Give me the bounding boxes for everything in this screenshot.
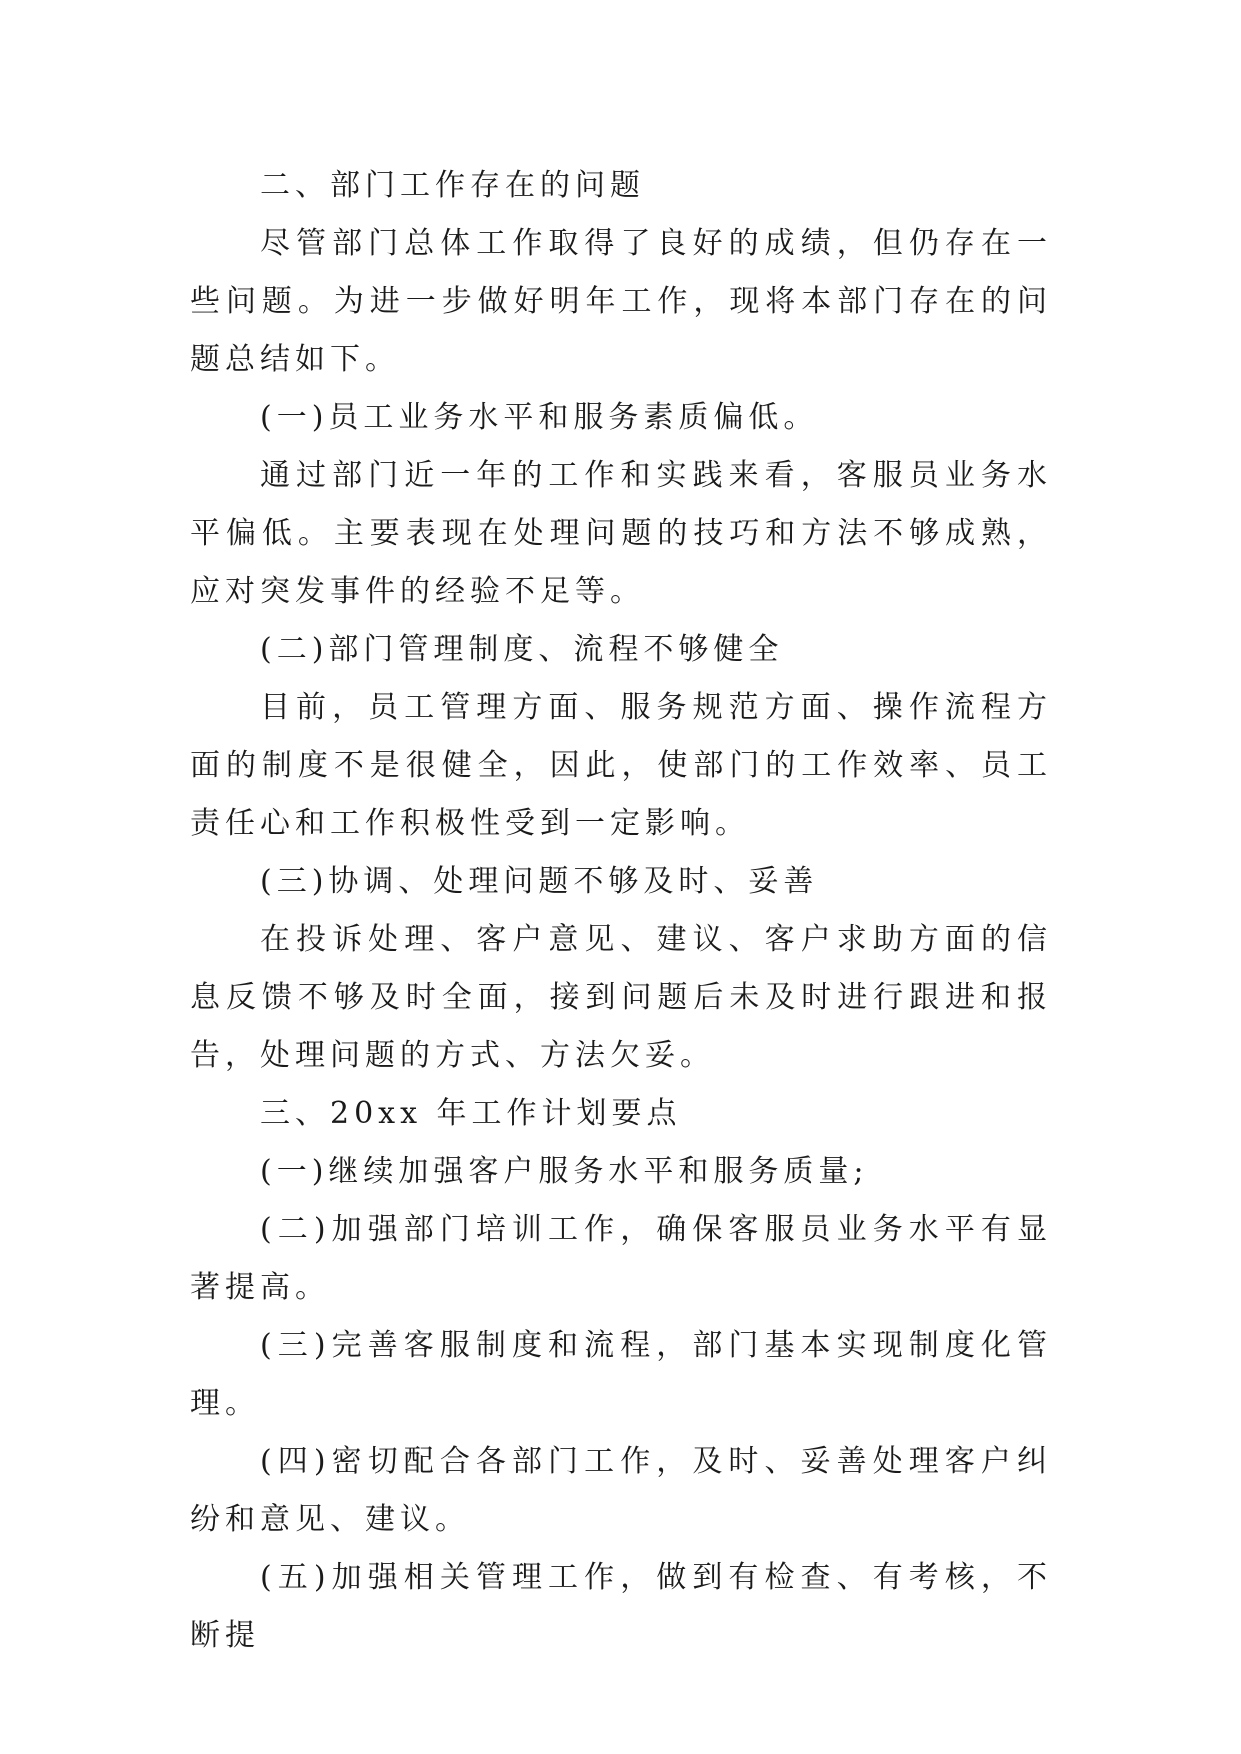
paragraph-2: 目前，员工管理方面、服务规范方面、操作流程方面的制度不是很健全，因此，使部门的工作效率、员工责任心和工作积极性受到一定影响。: [190, 690, 1052, 841]
plan-item-3: (三)完善客服制度和流程，部门基本实现制度化管理。: [190, 1328, 1052, 1421]
document-body: [190, 157, 1052, 1665]
plan-item-5: (五)加强相关管理工作，做到有检查、有考核，不断提: [190, 1560, 1052, 1653]
plan-item-4: (四)密切配合各部门工作，及时、妥善处理客户纠纷和意见、建议。: [190, 1444, 1052, 1537]
plan-item-2: (二)加强部门培训工作，确保客服员业务水平有显著提高。: [190, 1212, 1052, 1305]
subheading-3: (三)协调、处理问题不够及时、妥善: [260, 864, 819, 899]
section-heading-plan: 三、20xx 年工作计划要点: [260, 1096, 682, 1131]
plan-item-1: (一)继续加强客户服务水平和服务质量;: [260, 1154, 869, 1189]
paragraph-intro: 尽管部门总体工作取得了良好的成绩，但仍存在一些问题。为进一步做好明年工作，现将本部门存在的问题总结如下。: [190, 226, 1052, 377]
subheading-2: (二)部门管理制度、流程不够健全: [260, 632, 784, 667]
subheading-1: (一)员工业务水平和服务素质偏低。: [260, 400, 819, 435]
section-heading-problems: 二、部门工作存在的问题: [260, 168, 645, 203]
paragraph-3: 在投诉处理、客户意见、建议、客户求助方面的信息反馈不够及时全面，接到问题后未及时进行跟进和报告，处理问题的方式、方法欠妥。: [190, 922, 1052, 1073]
paragraph-1: 通过部门近一年的工作和实践来看，客服员业务水平偏低。主要表现在处理问题的技巧和方法不够成熟，应对突发事件的经验不足等。: [190, 458, 1052, 609]
